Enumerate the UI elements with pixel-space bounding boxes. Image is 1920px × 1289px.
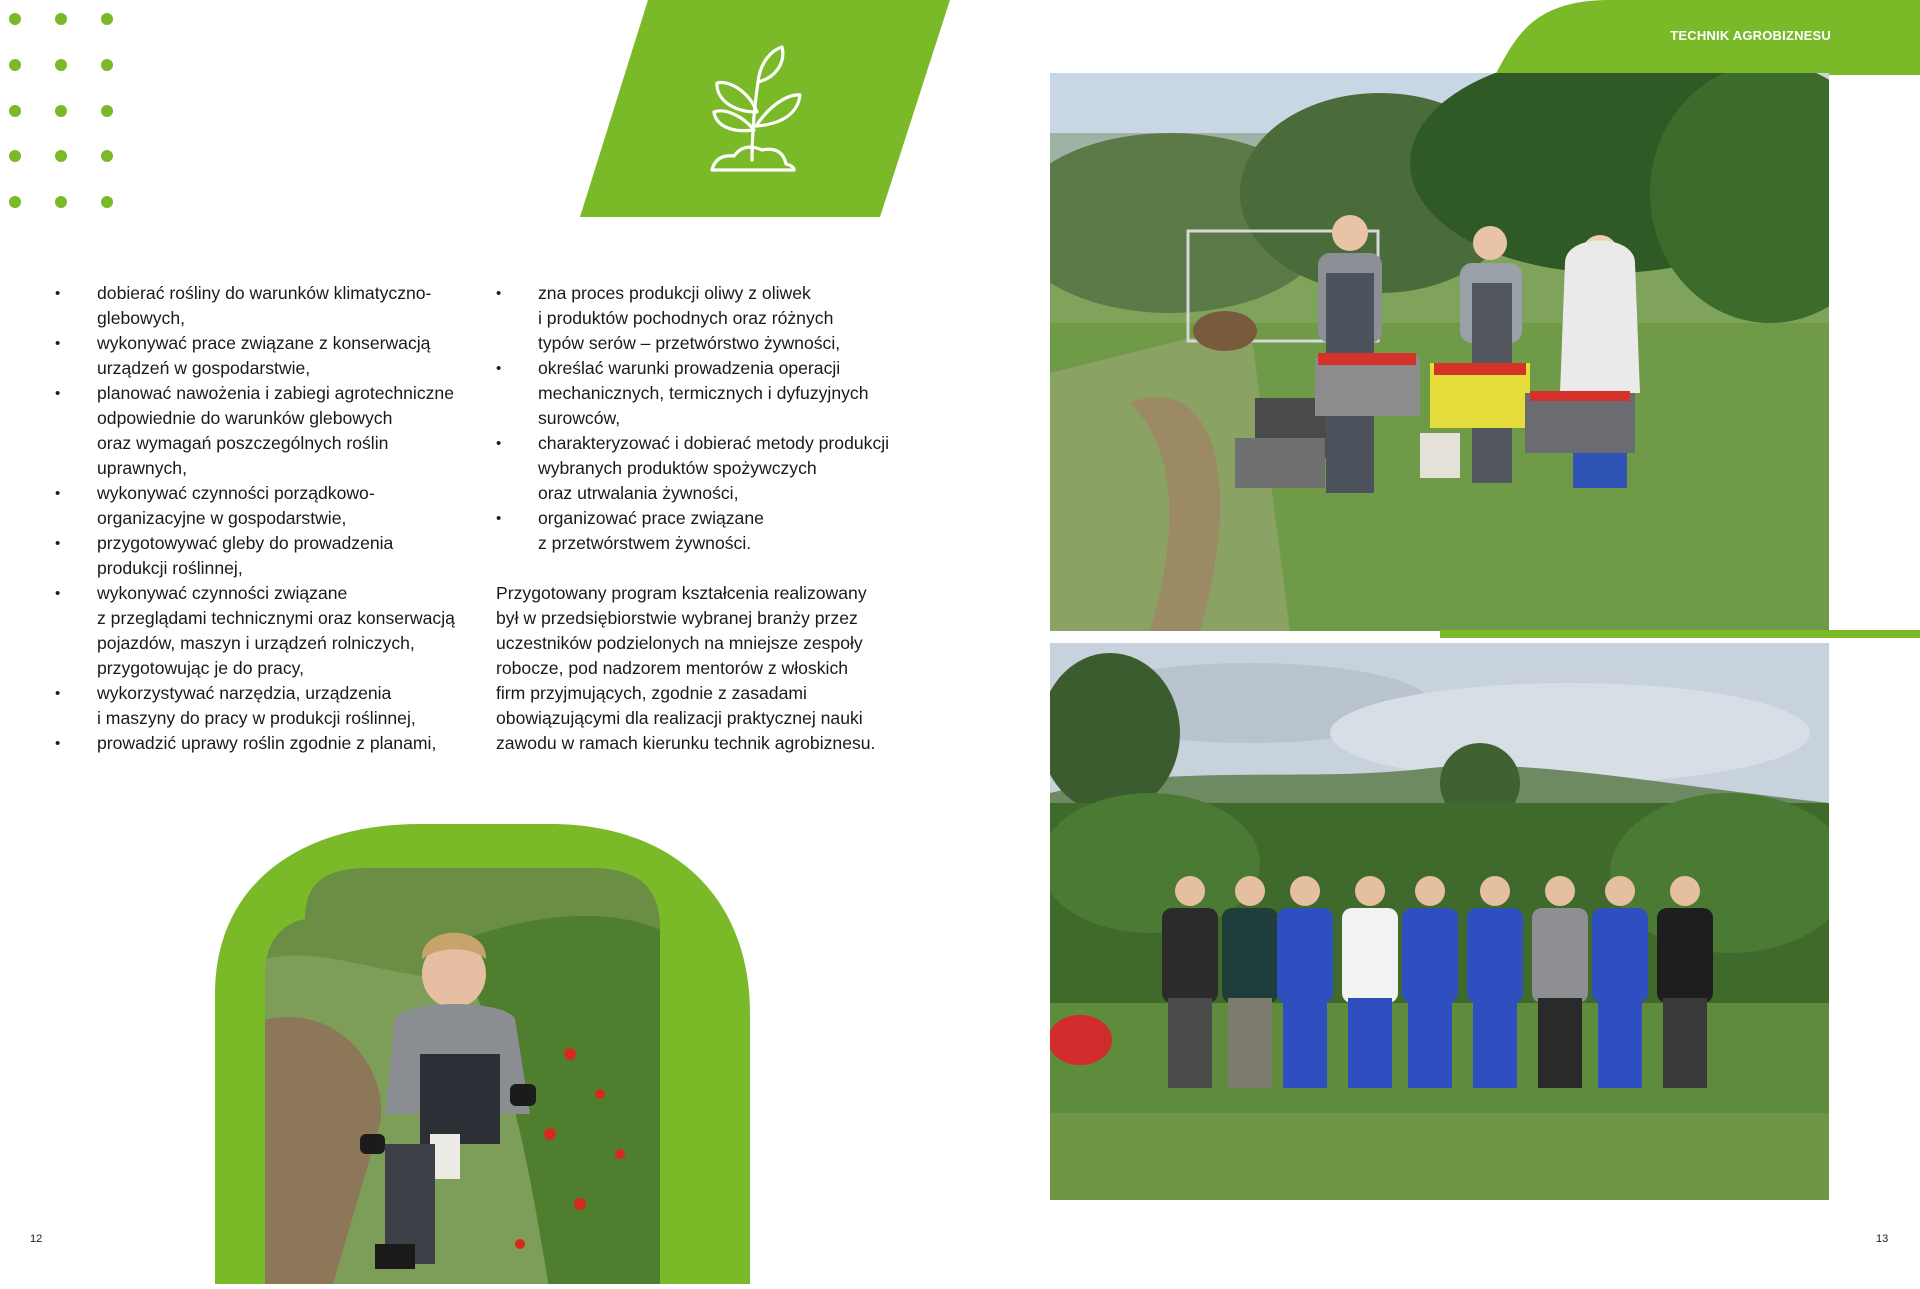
paragraph-line: Przygotowany program kształcenia realizowany <box>496 583 867 603</box>
paragraph-line: robocze, pod nadzorem mentorów z włoskich <box>496 658 849 678</box>
person-figure <box>1228 998 1272 1088</box>
list-item-line: prowadzić uprawy roślin zgodnie z planami, <box>97 733 437 753</box>
list-item <box>55 681 485 731</box>
photo-group-vineyard <box>1050 643 1829 1200</box>
person-figure <box>1605 876 1635 906</box>
person-figure <box>1545 876 1575 906</box>
list-item <box>496 356 916 431</box>
person-figure <box>1598 998 1642 1088</box>
person-figure <box>1402 908 1458 1003</box>
person-figure <box>1168 998 1212 1088</box>
list-item <box>55 331 485 381</box>
list-item-line: i maszyny do pracy w produkcji roślinnej, <box>97 708 416 728</box>
list-item-line: odpowiednie do warunków glebowych <box>97 408 393 428</box>
list-item-line: oraz wymagań poszczególnych roślin <box>97 433 389 453</box>
person-figure <box>1592 908 1648 1003</box>
list-item-line: mechanicznych, termicznych i dyfuzyjnych <box>538 383 869 403</box>
left-column <box>55 281 485 756</box>
person-figure <box>1222 908 1278 1003</box>
person-figure <box>1408 998 1452 1088</box>
skills-list-left <box>55 281 485 756</box>
person-figure <box>1175 876 1205 906</box>
list-item-line: określać warunki prowadzenia operacji <box>538 358 841 378</box>
person-figure <box>1277 908 1333 1003</box>
accent-strip <box>1440 630 1920 638</box>
list-item-line: organizować prace związane <box>538 508 764 528</box>
list-item-line: i produktów pochodnych oraz różnych <box>538 308 834 328</box>
list-item-line: organizacyjne w gospodarstwie, <box>97 508 347 528</box>
skills-list-right <box>496 281 916 556</box>
list-item-line: dobierać rośliny do warunków klimatyczno- <box>97 283 432 303</box>
list-item <box>55 481 485 531</box>
list-item <box>496 506 916 556</box>
photo-students-harvest <box>1050 73 1829 631</box>
page-number-left: 12 <box>30 1233 43 1245</box>
list-item-line: z przeglądami technicznymi oraz konserwacją <box>97 608 455 628</box>
person-figure <box>1348 998 1392 1088</box>
list-item <box>55 381 485 481</box>
list-item-line: pojazdów, maszyn i urządzeń rolniczych, <box>97 633 415 653</box>
list-item-line: charakteryzować i dobierać metody produkcji <box>538 433 890 453</box>
person-figure <box>1538 998 1582 1088</box>
list-item-line: planować nawożenia i zabiegi agrotechniczne <box>97 383 454 403</box>
paragraph-line: obowiązującymi dla realizacji praktycznej nauki <box>496 708 863 728</box>
person-figure <box>1663 998 1707 1088</box>
program-paragraph <box>496 581 916 756</box>
list-item-line: przygotowywać gleby do prowadzenia <box>97 533 394 553</box>
right-column <box>496 281 916 756</box>
person-figure <box>1342 908 1398 1003</box>
list-item-line: wybranych produktów spożywczych <box>538 458 817 478</box>
person-figure <box>1235 876 1265 906</box>
list-item-line: urządzeń w gospodarstwie, <box>97 358 311 378</box>
paragraph-line: uczestników podzielonych na mniejsze zespoły <box>496 633 863 653</box>
list-item <box>55 731 485 756</box>
list-item-line: wykonywać prace związane z konserwacją <box>97 333 431 353</box>
list-item <box>496 431 916 506</box>
person-figure <box>1670 876 1700 906</box>
photo-student-peppers <box>210 824 750 1284</box>
list-item-line: wykonywać czynności związane <box>97 583 348 603</box>
section-title: TECHNIK AGROBIZNESU <box>1670 28 1831 43</box>
person-figure <box>1480 876 1510 906</box>
list-item-line: wykonywać czynności porządkowo- <box>97 483 375 503</box>
person-figure <box>1415 876 1445 906</box>
list-item <box>55 581 485 681</box>
list-item-line: wykorzystywać narzędzia, urządzenia <box>97 683 392 703</box>
list-item-line: oraz utrwalania żywności, <box>538 483 739 503</box>
person-figure <box>1532 908 1588 1003</box>
list-item-line: z przetwórstwem żywności. <box>538 533 752 553</box>
list-item-line: uprawnych, <box>97 458 187 478</box>
person-figure <box>1355 876 1385 906</box>
person-figure <box>1162 908 1218 1003</box>
person-figure <box>1283 998 1327 1088</box>
list-item-line: glebowych, <box>97 308 186 328</box>
list-item-line: typów serów – przetwórstwo żywności, <box>538 333 841 353</box>
paragraph-line: był w przedsiębiorstwie wybranej branży przez <box>496 608 858 628</box>
paragraph-line: zawodu w ramach kierunku technik agrobiznesu. <box>496 733 876 753</box>
person-figure <box>1290 876 1320 906</box>
paragraph-line: firm przyjmujących, zgodnie z zasadami <box>496 683 807 703</box>
list-item <box>496 281 916 356</box>
list-item-line: zna proces produkcji oliwy z oliwek <box>538 283 811 303</box>
list-item-line: produkcji roślinnej, <box>97 558 243 578</box>
list-item-line: surowców, <box>538 408 621 428</box>
green-banner <box>0 0 960 220</box>
person-figure <box>1473 998 1517 1088</box>
person-figure <box>1467 908 1523 1003</box>
list-item <box>55 531 485 581</box>
page-number-right: 13 <box>1876 1233 1889 1245</box>
list-item-line: przygotowując je do pracy, <box>97 658 304 678</box>
person-figure <box>1657 908 1713 1003</box>
list-item <box>55 281 485 331</box>
